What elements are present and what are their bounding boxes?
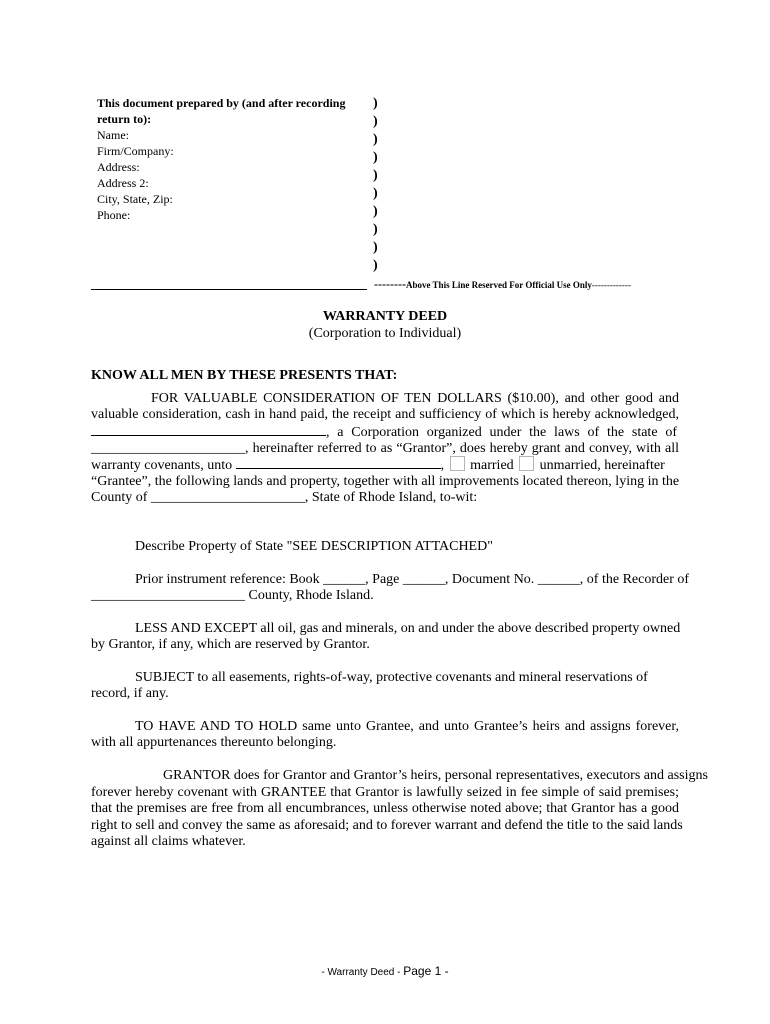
bracket: ) <box>373 114 378 129</box>
warranty-text: warranty covenants, unto <box>91 458 233 473</box>
return-to-label: return to): <box>97 112 152 126</box>
page-footer <box>0 964 770 978</box>
covenant-line-1: GRANTOR does for Grantor and Grantor’s heirs, personal representatives, executors and assigns <box>163 768 708 783</box>
bracket: ) <box>373 186 378 201</box>
consideration-line-4 <box>91 440 679 457</box>
unmarried-label: unmarried, hereinafter <box>539 458 665 473</box>
unmarried-checkbox[interactable] <box>519 456 534 471</box>
married-label: married <box>470 458 514 473</box>
prepared-by-label: This document prepared by (and after recording <box>97 96 346 110</box>
covenant-line-2: forever hereby covenant with GRANTEE that Grantor is lawfully seized in fee simple of said premises; <box>91 785 679 800</box>
footer-document-name: - Warranty Deed - <box>321 967 404 978</box>
preparer-block <box>97 95 367 223</box>
name-field-label: Name: <box>97 128 129 142</box>
grantee-name-blank[interactable] <box>236 456 441 469</box>
consideration-line-3 <box>91 423 679 440</box>
consideration-line-1: FOR VALUABLE CONSIDERATION OF TEN DOLLARS ($10.00), and other good and <box>151 391 679 406</box>
page-number: Page 1 - <box>403 964 449 978</box>
prior-instrument-line-2: ______________________ County, Rhode Island. <box>91 588 374 603</box>
covenant-line-4: right to sell and convey the same as aforesaid; and to forever warrant and defend the title to the said lands <box>91 818 683 833</box>
city-state-zip-field-label: City, State, Zip: <box>97 192 173 206</box>
reserved-dashes-left: -------- <box>374 277 406 291</box>
habendum-line-1: TO HAVE AND TO HOLD same unto Grantee, and unto Grantee’s heirs and assigns forever, <box>135 719 679 734</box>
bracket-column <box>373 95 385 275</box>
reserved-notice <box>374 277 631 292</box>
consideration-line-7: County of ______________________, State of Rhode Island, to-wit: <box>91 490 478 505</box>
state-blank[interactable]: ______________________ <box>91 441 245 456</box>
covenant-line-3: that the premises are free from all encumbrances, unless otherwise noted above; that Grantor has a good <box>91 801 679 816</box>
bracket: ) <box>373 96 378 111</box>
address-field-label: Address: <box>97 160 140 174</box>
less-except-line-2: by Grantor, if any, which are reserved by Grantor. <box>91 637 370 652</box>
grantor-text: , hereinafter referred to as “Grantor”, does hereby grant and convey, with all <box>245 441 679 456</box>
less-except-line-1: LESS AND EXCEPT all oil, gas and minerals, on and under the above described property owned <box>135 621 681 636</box>
describe-property: Describe Property of State "SEE DESCRIPTION ATTACHED" <box>135 539 493 554</box>
habendum-line-2: with all appurtenances thereunto belonging. <box>91 735 337 750</box>
bracket: ) <box>373 240 378 255</box>
bracket: ) <box>373 132 378 147</box>
recording-divider-line <box>91 289 367 290</box>
document-title: WARRANTY DEED <box>322 309 448 324</box>
corporation-text: , a Corporation organized under the laws of the state of <box>326 425 677 440</box>
know-all-men-heading: KNOW ALL MEN BY THESE PRESENTS THAT: <box>91 368 398 383</box>
subject-line-2: record, if any. <box>91 686 169 701</box>
reserved-text: Above This Line Reserved For Official Use Only <box>405 280 592 290</box>
address2-field-label: Address 2: <box>97 176 149 190</box>
grantor-name-blank[interactable] <box>91 423 326 436</box>
subject-line-1: SUBJECT to all easements, rights-of-way, protective covenants and mineral reservations of <box>135 670 648 685</box>
phone-field-label: Phone: <box>97 208 131 222</box>
bracket: ) <box>373 150 378 165</box>
document-subtitle: (Corporation to Individual) <box>308 326 462 341</box>
bracket: ) <box>373 258 378 273</box>
covenant-line-5: against all claims whatever. <box>91 834 246 849</box>
consideration-line-5 <box>91 456 679 473</box>
comma: , <box>440 458 445 473</box>
consideration-line-6: “Grantee”, the following lands and property, together with all improvements located thereon, lying in the <box>91 474 680 489</box>
consideration-line-2: valuable consideration, cash in hand paid, the receipt and sufficiency of which is hereby acknowledged, <box>91 407 679 422</box>
prior-instrument-line-1: Prior instrument reference: Book ______, Page ______, Document No. ______, of the Recorder of <box>135 572 690 587</box>
bracket: ) <box>373 168 378 183</box>
married-checkbox[interactable] <box>450 456 465 471</box>
bracket: ) <box>373 204 378 219</box>
reserved-dashes-right: ------------- <box>591 280 631 290</box>
bracket: ) <box>373 222 378 237</box>
firm-field-label: Firm/Company: <box>97 144 174 158</box>
